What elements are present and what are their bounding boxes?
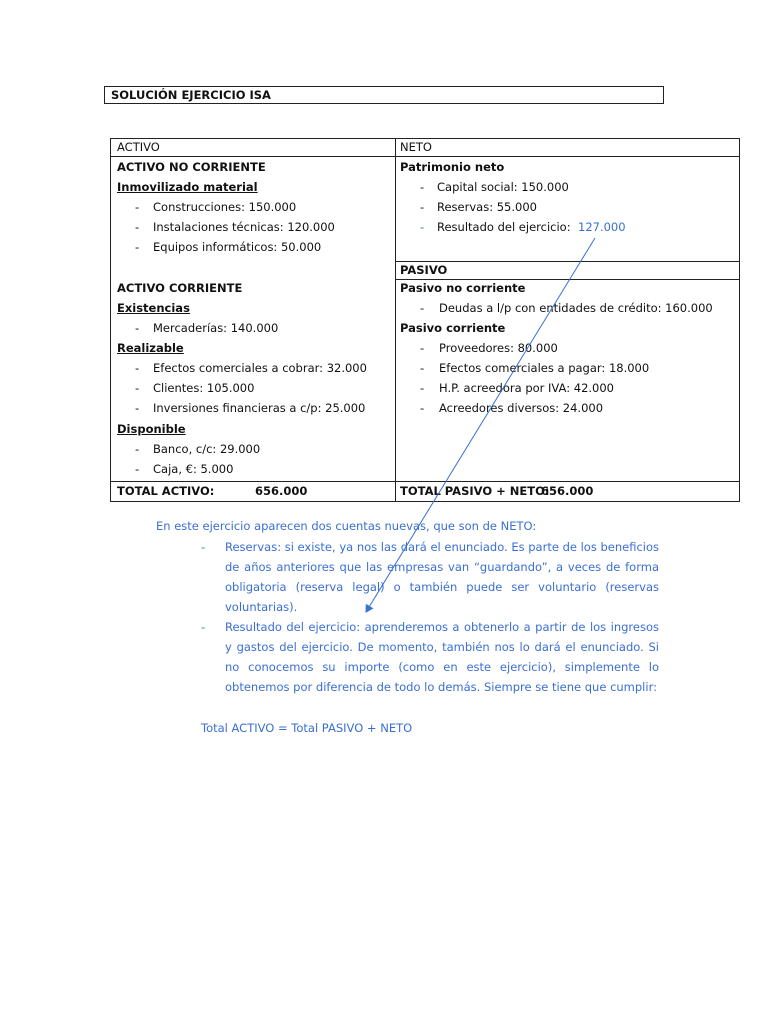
list-dash: -: [420, 401, 425, 415]
patrimonio-neto-heading: Patrimonio neto: [400, 160, 505, 174]
document-title: SOLUCIÓN EJERCICIO ISA: [104, 86, 664, 104]
list-item: Acreedores diversos: 24.000: [439, 401, 604, 415]
total-activo-label: TOTAL ACTIVO:: [117, 484, 215, 498]
disponible-label: Disponible: [117, 422, 186, 436]
pasivo-header: PASIVO: [400, 263, 448, 277]
list-dash: -: [420, 381, 425, 395]
list-dash: -: [135, 361, 140, 375]
list-dash: -: [420, 301, 425, 315]
note-reservas-text: Reservas: si existe, ya nos las dará el enunciado. Es parte de los beneficios de años anteriores que las empresas van “guardando”, a veces de forma obligatoria (reserva legal) o también puede ser voluntario (reservas voluntarias).: [225, 540, 660, 614]
list-item: H.P. acreedora por IVA: 42.000: [439, 381, 614, 395]
list-item: Equipos informáticos: 50.000: [153, 240, 322, 254]
list-dash: -: [420, 200, 425, 214]
list-dash: -: [420, 341, 425, 355]
activo-no-corriente-heading: ACTIVO NO CORRIENTE: [117, 160, 266, 174]
list-dash: -: [135, 401, 140, 415]
list-item: Deudas a l/p con entidades de crédito: 160.000: [439, 301, 713, 315]
list-item: Construcciones: 150.000: [153, 200, 297, 214]
list-dash: -: [135, 240, 140, 254]
list-item: Caja, €: 5.000: [153, 462, 234, 476]
list-item: Proveedores: 80.000: [439, 341, 558, 355]
pasivo-no-corriente-heading: Pasivo no corriente: [400, 281, 526, 295]
resultado-value: 127.000: [578, 220, 626, 234]
notes-intro: En este ejercicio aparecen dos cuentas nuevas, que son de NETO:: [156, 519, 537, 533]
activo-corriente-heading: ACTIVO CORRIENTE: [117, 281, 243, 295]
list-dash: -: [135, 321, 140, 335]
list-item: Clientes: 105.000: [153, 381, 255, 395]
resultado-label: Resultado del ejercicio:: [437, 220, 571, 234]
list-item: Efectos comerciales a cobrar: 32.000: [153, 361, 367, 375]
list-item: Efectos comerciales a pagar: 18.000: [439, 361, 650, 375]
neto-header: NETO: [400, 140, 432, 154]
list-dash: -: [135, 381, 140, 395]
note-bullet: -: [201, 620, 206, 634]
list-item: Instalaciones técnicas: 120.000: [153, 220, 335, 234]
total-pasivo-neto-value: 656.000: [541, 484, 594, 498]
list-dash: -: [135, 462, 140, 476]
pasivo-corriente-heading: Pasivo corriente: [400, 321, 506, 335]
inmovilizado-label: Inmovilizado material: [117, 180, 258, 194]
existencias-label: Existencias: [117, 301, 190, 315]
list-dash: -: [420, 220, 425, 234]
balance-formula: Total ACTIVO = Total PASIVO + NETO: [201, 721, 413, 735]
list-dash: -: [135, 442, 140, 456]
list-item: Capital social: 150.000: [437, 180, 569, 194]
note-bullet: -: [201, 540, 206, 554]
activo-header: ACTIVO: [117, 140, 160, 154]
list-dash: -: [135, 220, 140, 234]
list-item: Mercaderías: 140.000: [153, 321, 279, 335]
list-dash: -: [420, 361, 425, 375]
note-resultado-text: Resultado del ejercicio: aprenderemos a obtenerlo a partir de los ingresos y gastos del ejercicio. De momento, también nos lo dará el enunciado. Si no conocemos su importe (como en este ejercicio), simplemente lo obtenemos por diferencia de todo lo demás. Siempre se tiene que cumplir:: [225, 620, 659, 694]
list-dash: -: [135, 200, 140, 214]
list-item: Banco, c/c: 29.000: [153, 442, 261, 456]
total-pasivo-neto-label: TOTAL PASIVO + NETO:: [400, 484, 550, 498]
list-item: Inversiones financieras a c/p: 25.000: [153, 401, 366, 415]
total-activo-value: 656.000: [255, 484, 308, 498]
realizable-label: Realizable: [117, 341, 184, 355]
list-dash: -: [420, 180, 425, 194]
list-item: Reservas: 55.000: [437, 200, 537, 214]
